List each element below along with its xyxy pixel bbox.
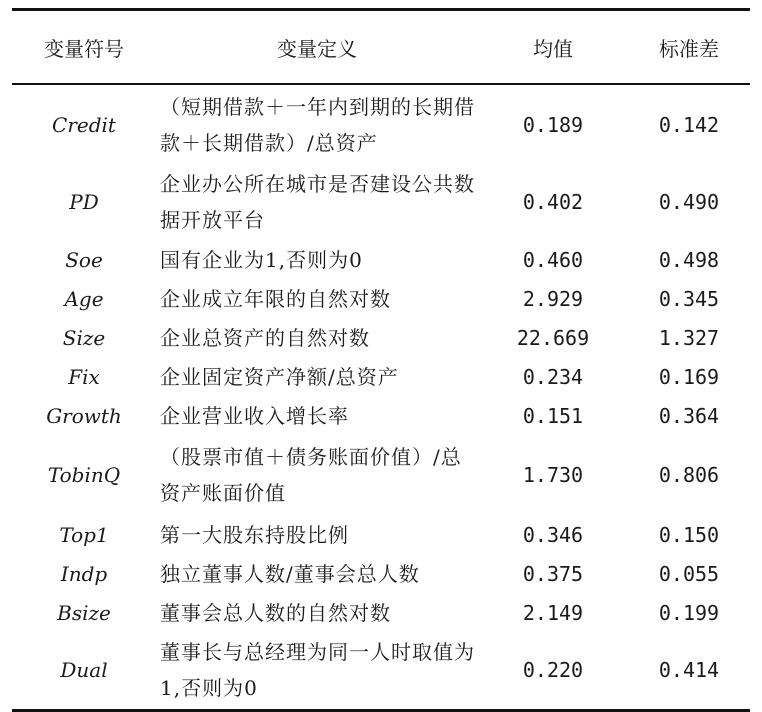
cell-mean: 0.346 <box>522 522 584 547</box>
cell-mean: 22.669 <box>516 325 590 350</box>
cell-sd: 0.169 <box>658 364 720 389</box>
cell-symbol: Bsize <box>57 600 111 625</box>
header-symbol: 变量符号 <box>12 10 156 85</box>
cell-symbol: Size <box>62 325 106 350</box>
cell-sd: 0.364 <box>658 403 720 428</box>
cell-symbol: Dual <box>12 632 156 710</box>
table-row <box>12 593 750 632</box>
table-row <box>12 396 750 435</box>
cell-symbol: Fix <box>68 364 100 389</box>
table-row <box>12 515 750 554</box>
cell-definition: 董事会总人数的自然对数 <box>160 600 391 625</box>
cell-definition: 独立董事人数/董事会总人数 <box>160 561 420 586</box>
cell-symbol: Indp <box>60 561 108 586</box>
table-row <box>12 240 750 279</box>
cell-definition: 国有企业为1,否则为0 <box>160 247 363 272</box>
cell-sd: 0.199 <box>658 600 720 625</box>
cell-sd: 0.345 <box>658 286 720 311</box>
cell-symbol: Credit <box>52 112 116 137</box>
table-row <box>12 554 750 593</box>
cell-mean: 0.189 <box>522 112 584 137</box>
cell-sd: 0.414 <box>628 632 750 710</box>
cell-mean: 2.929 <box>522 286 584 311</box>
table-body <box>12 84 750 710</box>
cell-definition: （短期借款＋一年内到期的长期借款＋长期借款）/总资产 <box>160 94 475 155</box>
cell-mean: 2.149 <box>522 600 584 625</box>
cell-definition: （股票市值＋债务账面价值）/总资产账面价值 <box>160 445 462 505</box>
table-row <box>12 84 750 164</box>
table-row <box>12 632 750 710</box>
cell-mean: 0.460 <box>522 247 584 272</box>
cell-symbol: PD <box>69 190 99 214</box>
header-mean: 均值 <box>478 10 628 85</box>
variable-table-container <box>12 8 750 712</box>
table-row <box>12 279 750 318</box>
table-row <box>12 164 750 240</box>
header-sd: 标准差 <box>628 10 750 85</box>
cell-symbol: TobinQ <box>47 463 121 487</box>
cell-mean: 0.234 <box>522 364 584 389</box>
cell-symbol: Age <box>64 286 104 311</box>
table-row <box>12 357 750 396</box>
table-row <box>12 435 750 515</box>
cell-definition: 企业固定资产净额/总资产 <box>160 364 399 389</box>
cell-definition: 企业总资产的自然对数 <box>160 325 370 350</box>
cell-definition: 第一大股东持股比例 <box>160 522 349 547</box>
cell-sd: 0.142 <box>658 112 720 137</box>
cell-symbol: Soe <box>65 247 103 272</box>
header-row <box>12 10 750 85</box>
cell-mean: 0.402 <box>522 190 584 214</box>
cell-mean: 1.730 <box>522 463 584 487</box>
cell-mean: 0.375 <box>522 561 584 586</box>
cell-mean: 0.220 <box>478 632 628 710</box>
cell-sd: 0.498 <box>658 247 720 272</box>
cell-sd: 0.055 <box>658 561 720 586</box>
cell-symbol: Top1 <box>59 522 109 547</box>
cell-sd: 0.150 <box>658 522 720 547</box>
cell-definition: 企业办公所在城市是否建设公共数据开放平台 <box>160 172 475 232</box>
cell-symbol: Growth <box>46 403 122 428</box>
cell-definition: 企业成立年限的自然对数 <box>160 286 391 311</box>
cell-definition: 企业营业收入增长率 <box>160 403 349 428</box>
table-row <box>12 318 750 357</box>
cell-sd: 1.327 <box>658 325 720 350</box>
cell-sd: 0.490 <box>658 190 720 214</box>
cell-definition: 董事长与总经理为同一人时取值为1,否则为0 <box>156 632 478 710</box>
cell-mean: 0.151 <box>522 403 584 428</box>
variable-definition-table <box>12 8 750 712</box>
cell-sd: 0.806 <box>658 463 720 487</box>
header-definition: 变量定义 <box>156 10 478 85</box>
table-header <box>12 10 750 85</box>
